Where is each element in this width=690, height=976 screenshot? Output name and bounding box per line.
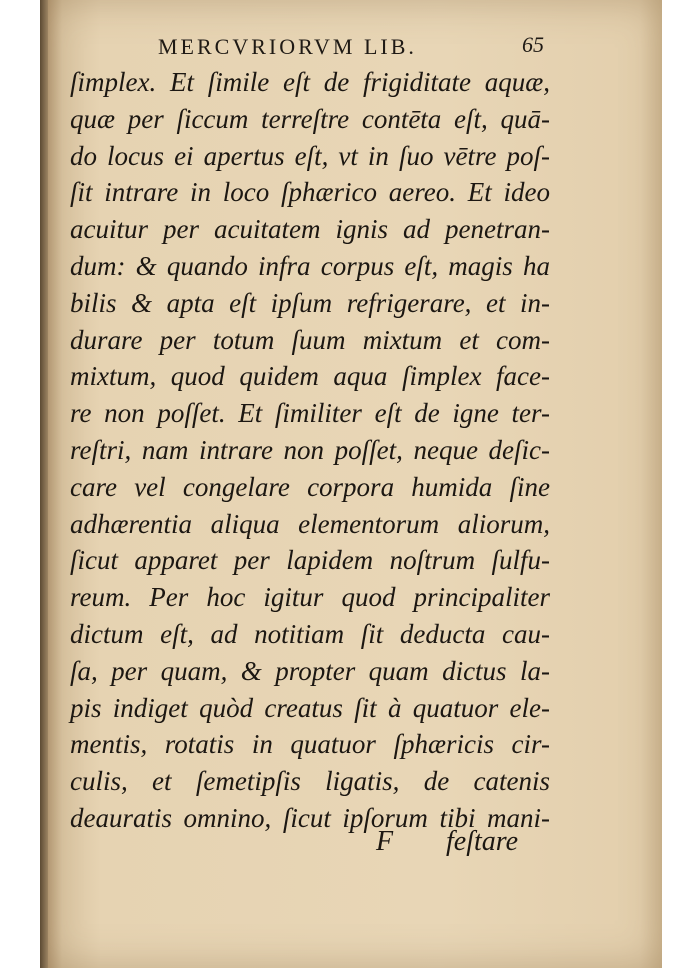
page-gutter-shadow <box>40 0 48 968</box>
text-line: bilis & apta eſt ipſum refrigerare, et in- <box>70 287 550 318</box>
page-header <box>40 30 662 60</box>
running-head: MERCVRIORVM LIB. <box>158 34 417 59</box>
text-line: acuitur per acuitatem ignis ad penetran- <box>70 214 550 245</box>
text-line: culis, et ſemetipſis ligatis, de catenis <box>70 766 550 797</box>
signature-mark: F <box>376 826 394 857</box>
catchword: feſtare <box>446 826 519 857</box>
text-line: deauratis omnino, ſicut ipſorum tibi mani- <box>70 802 550 833</box>
text-line: care vel congelare corpora humida ſine <box>70 471 550 502</box>
text-line: quæ per ſiccum terreſtre contēta eſt, quā- <box>70 103 550 134</box>
text-line: dictum eſt, ad notitiam ſit deducta cau- <box>70 618 550 649</box>
text-line: dum: & quando infra corpus eſt, magis ha <box>70 250 550 281</box>
body-text <box>70 64 550 837</box>
text-line: ſimplex. Et ſimile eſt de frigiditate aquæ, <box>70 67 550 97</box>
text-line: ſit intrare in loco ſphærico aereo. Et ideo <box>70 177 550 208</box>
text-line: reſtri, nam intrare non poſſet, neque deſic- <box>70 434 550 465</box>
text-line: mentis, rotatis in quatuor ſphæricis cir- <box>70 729 550 760</box>
text-line: re non poſſet. Et ſimiliter eſt de igne ter- <box>70 398 550 429</box>
page-number: 65 <box>522 32 544 57</box>
text-line: ſicut apparet per lapidem noſtrum ſulfu- <box>70 545 550 576</box>
text-line: pis indiget quòd creatus ſit à quatuor ele- <box>70 692 550 723</box>
text-line: durare per totum ſuum mixtum et com- <box>70 324 550 355</box>
text-line: ſa, per quam, & propter quam dictus la- <box>70 655 550 686</box>
text-line: reum. Per hoc igitur quod principaliter <box>70 582 550 613</box>
book-page <box>40 0 662 968</box>
text-line: adhærentia aliqua elementorum aliorum, <box>70 508 550 539</box>
text-line: mixtum, quod quidem aqua ſimplex face- <box>70 361 550 392</box>
page-footer <box>40 824 662 864</box>
text-line: do locus ei apertus eſt, vt in ſuo vētre poſ- <box>70 140 550 171</box>
